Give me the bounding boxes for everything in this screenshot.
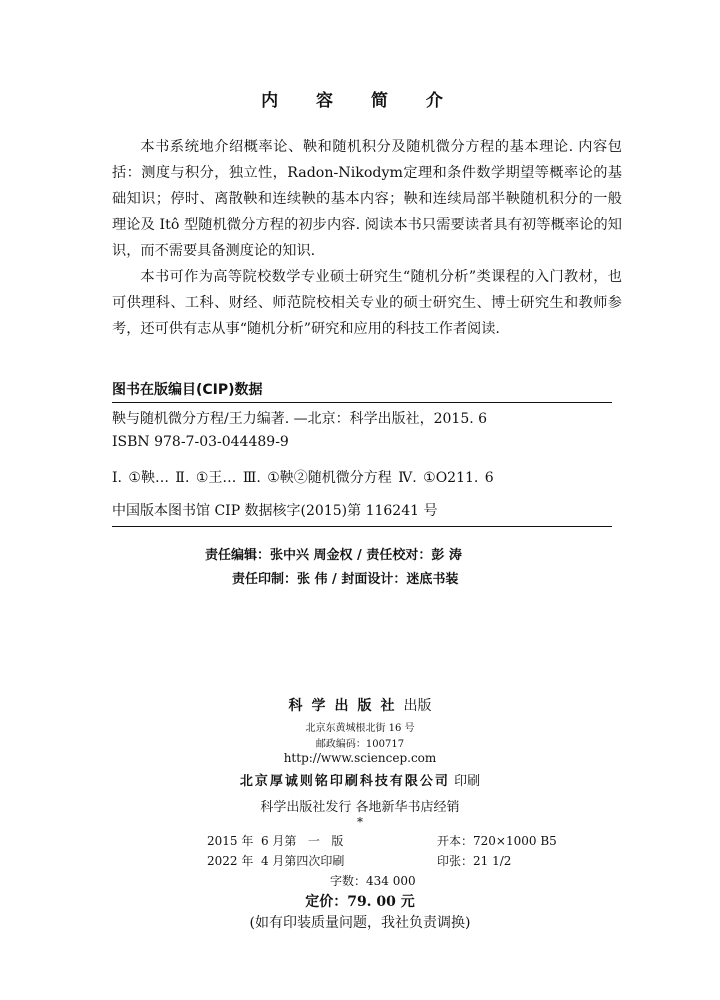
intro-paragraph-1: 本书系统地介绍概率论、鞅和随机积分及随机微分方程的基本理论. 内容包括：测度与积分，独立性，Radon-Nikodym定理和条件数学期望等概率论的基础知识；停时、离散鞅和连续鞅的基本内容；鞅和连续局部半鞅随机积分的一般理论及 Itô 型随机微分方程的初步内容. 阅读本书只需要读者具有初等概率论的知识，而不需要具备测度论的知识. [112,139,622,259]
word-count: 字数：434 000 [330,874,416,888]
intro-paragraph-2: 本书可作为高等院校数学专业硕士研究生“随机分析”类课程的入门教材，也可供理科、工科、财经、师范院校相关专业的硕士研究生、博士研究生和教师参考，还可供有志从事“随机分析”研究和应用的科技工作者阅读. [112,269,622,337]
printing-date: 2022 年 4 月第四次印刷 [207,854,345,868]
publisher-address: 北京东黄城根北街 16 号 [305,723,415,734]
distributor-line: 科学出版社发行 各地新华书店经销 [260,800,460,815]
cip-record-number: 中国版本图书馆 CIP 数据核字(2015)第 116241 号 [112,503,438,519]
edition-date: 2015 年 6 月第 一 版 [207,834,344,848]
separator-star: * [357,815,363,829]
cip-heading: 图书在版编目(CIP)数据 [112,382,263,398]
quality-notice: (如有印装质量问题，我社负责调换) [249,915,471,931]
publisher-postcode: 邮政编码：100717 [315,739,405,750]
printer-line [0,770,720,789]
printer-name: 北京厚诚则铭印刷科技有限公司 [239,774,450,789]
cip-bottom-rule [112,526,612,527]
cip-top-rule [112,402,612,403]
page-title: 内 容 简 介 [261,91,459,111]
publisher-suffix: 出版 [403,698,432,714]
cip-subject-line: Ⅰ. ①鞅… Ⅱ. ①王… Ⅲ. ①鞅②随机微分方程 Ⅳ. ①O211. 6 [112,470,494,486]
publisher-line [0,695,720,715]
production-credits: 责任印制：张 伟 / 封面设计：迷底书装 [232,572,459,587]
printed-sheets: 印张：21 1/2 [437,854,512,868]
price: 定价：79. 00 元 [305,894,415,910]
editor-credits: 责任编辑：张中兴 周金权 / 责任校对：彭 涛 [205,548,462,563]
publisher-name: 科学出版社 [288,698,404,714]
book-format: 开本：720×1000 B5 [437,834,557,848]
cip-title-line: 鞅与随机微分方程/王力编著. —北京：科学出版社，2015. 6 [112,411,488,427]
cip-isbn-line: ISBN 978-7-03-044489-9 [112,434,289,450]
publisher-website: http://www.sciencep.com [283,751,437,765]
printer-suffix: 印刷 [454,774,481,789]
